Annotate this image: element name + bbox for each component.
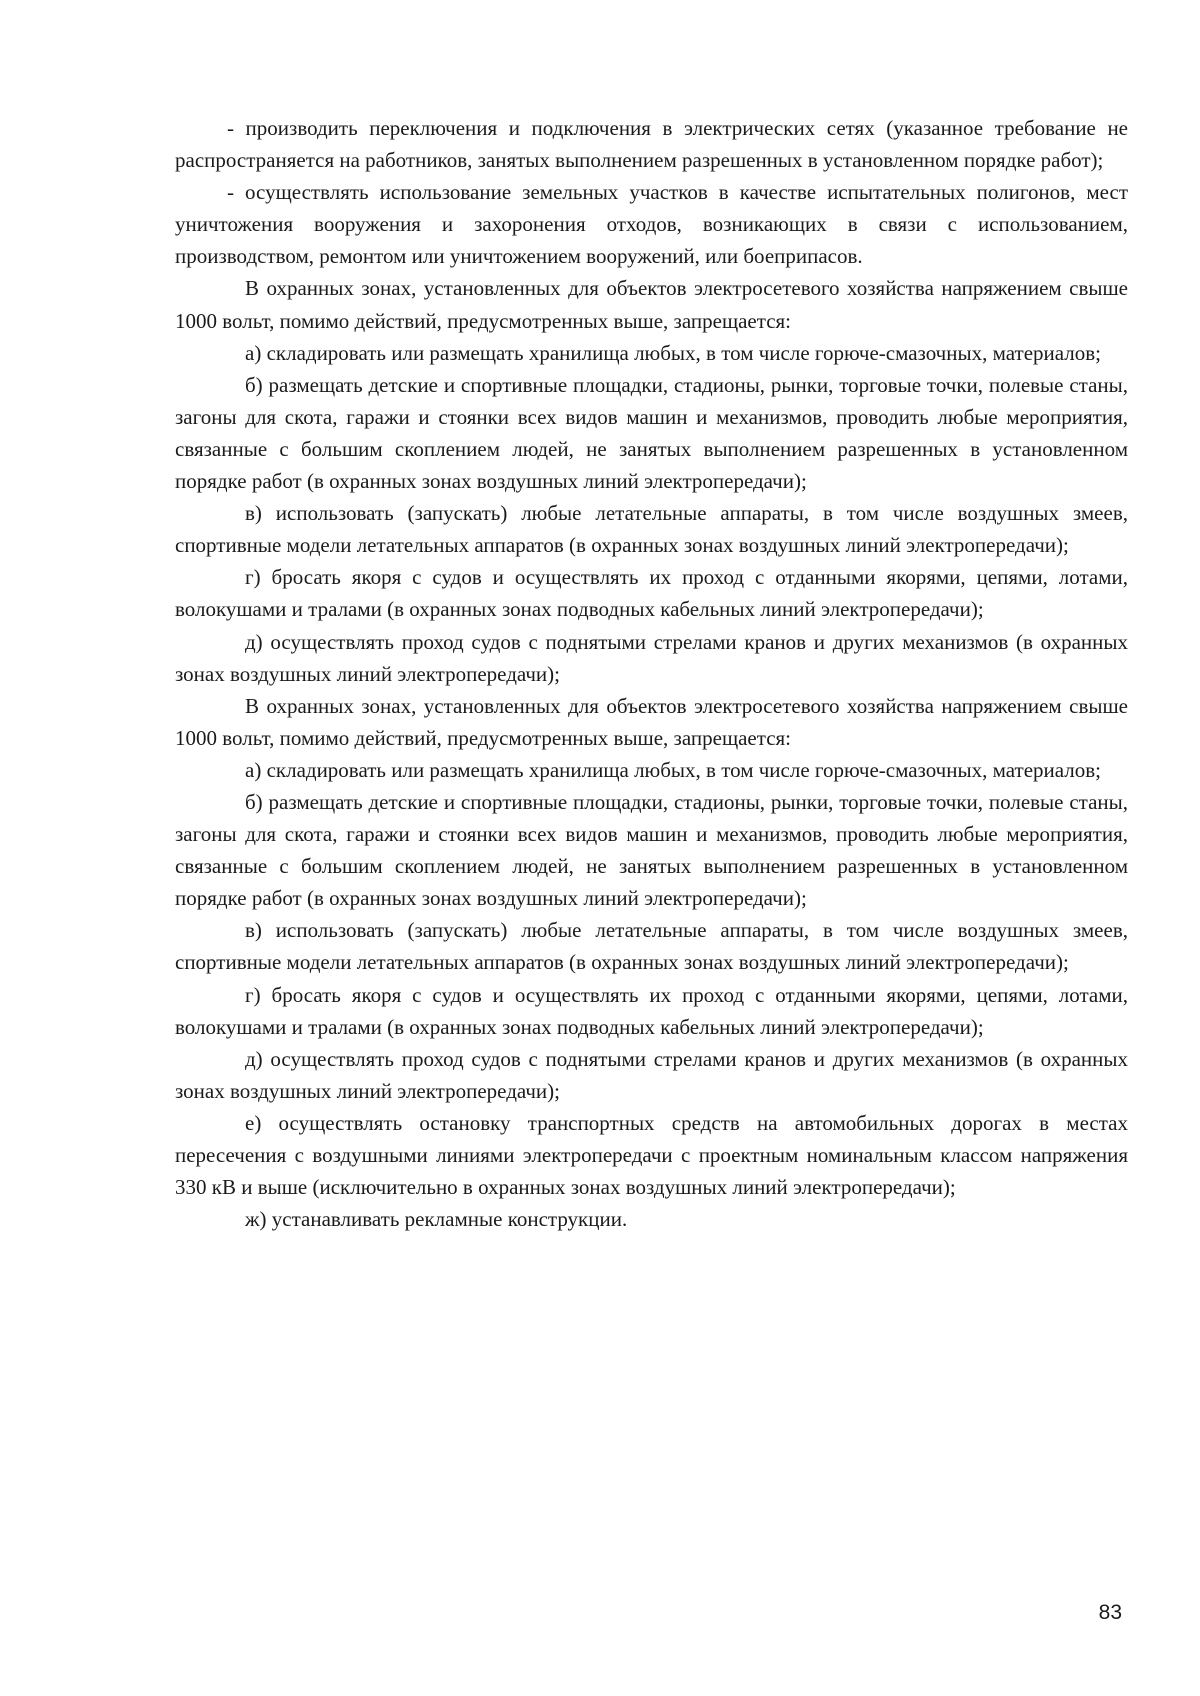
paragraph-item-d-2: д) осуществлять проход судов с поднятыми стрелами кранов и других механизмов (в охранных зонах воздушных линий электропередачи); xyxy=(175,1046,1128,1103)
document-body xyxy=(175,112,1128,1235)
paragraph-zone-intro-2: В охранных зонах, установленных для объектов электросетевого хозяйства напряжением свыше 1000 вольт, помимо действий, предусмотренных выше, запрещается: xyxy=(175,693,1128,750)
paragraph-land-use: - осуществлять использование земельных участков в качестве испытательных полигонов, мест уничтожения вооружения и захоронения отходов, возникающих в связи с использованием, производством, ремонтом или уничтожением вооружений, или боеприпасов. xyxy=(175,180,1128,269)
paragraph-zone-intro-1: В охранных зонах, установленных для объектов электросетевого хозяйства напряжением свыше 1000 вольт, помимо действий, предусмотренных выше, запрещается: xyxy=(175,276,1128,333)
paragraph-item-e: е) осуществлять остановку транспортных средств на автомобильных дорогах в местах пересечения с воздушными линиями электропередачи с проектным номинальным классом напряжения 330 кВ и выше (исключительно в охранных зонах воздушных линий электропередачи); xyxy=(175,1110,1128,1200)
paragraph-item-a-1: а) складировать или размещать хранилища любых, в том числе горюче-смазочных, материалов; xyxy=(245,340,1101,365)
paragraph-item-v-1: в) использовать (запускать) любые летательные аппараты, в том числе воздушных змеев, спортивные модели летательных аппаратов (в охранных зонах воздушных линий электропередачи); xyxy=(175,501,1128,558)
paragraph-item-b-1: б) размещать детские и спортивные площадки, стадионы, рынки, торговые точки, полевые станы, загоны для скота, гаражи и стоянки всех видов машин и механизмов, проводить любые мероприятия, связанные с большим скоплением людей, не занятых выполнением разрешенных в установленном порядке работ (в охранных зонах воздушных линий электропередачи); xyxy=(175,372,1128,494)
paragraph-item-zh: ж) устанавливать рекламные конструкции. xyxy=(245,1207,628,1232)
paragraph-item-a-2: а) складировать или размещать хранилища любых, в том числе горюче-смазочных, материалов; xyxy=(245,757,1101,782)
paragraph-switching: - производить переключения и подключения в электрических сетях (указанное требование не распространяется на работников, занятых выполнением разрешенных в установленном порядке работ); xyxy=(175,116,1128,173)
paragraph-item-b-2: б) размещать детские и спортивные площадки, стадионы, рынки, торговые точки, полевые станы, загоны для скота, гаражи и стоянки всех видов машин и механизмов, проводить любые мероприятия, связанные с большим скоплением людей, не занятых выполнением разрешенных в установленном порядке работ (в охранных зонах воздушных линий электропередачи); xyxy=(175,789,1128,911)
paragraph-item-g-2: г) бросать якоря с судов и осуществлять их проход с отданными якорями, цепями, лотами, волокушами и тралами (в охранных зонах подводных кабельных линий электропередачи); xyxy=(175,982,1128,1039)
page-number: 83 xyxy=(1098,1601,1122,1624)
paragraph-item-d-1: д) осуществлять проход судов с поднятыми стрелами кранов и других механизмов (в охранных зонах воздушных линий электропередачи); xyxy=(175,629,1128,686)
paragraph-item-g-1: г) бросать якоря с судов и осуществлять их проход с отданными якорями, цепями, лотами, волокушами и тралами (в охранных зонах подводных кабельных линий электропередачи); xyxy=(175,565,1128,622)
paragraph-item-v-2: в) использовать (запускать) любые летательные аппараты, в том числе воздушных змеев, спортивные модели летательных аппаратов (в охранных зонах воздушных линий электропередачи); xyxy=(175,918,1128,975)
